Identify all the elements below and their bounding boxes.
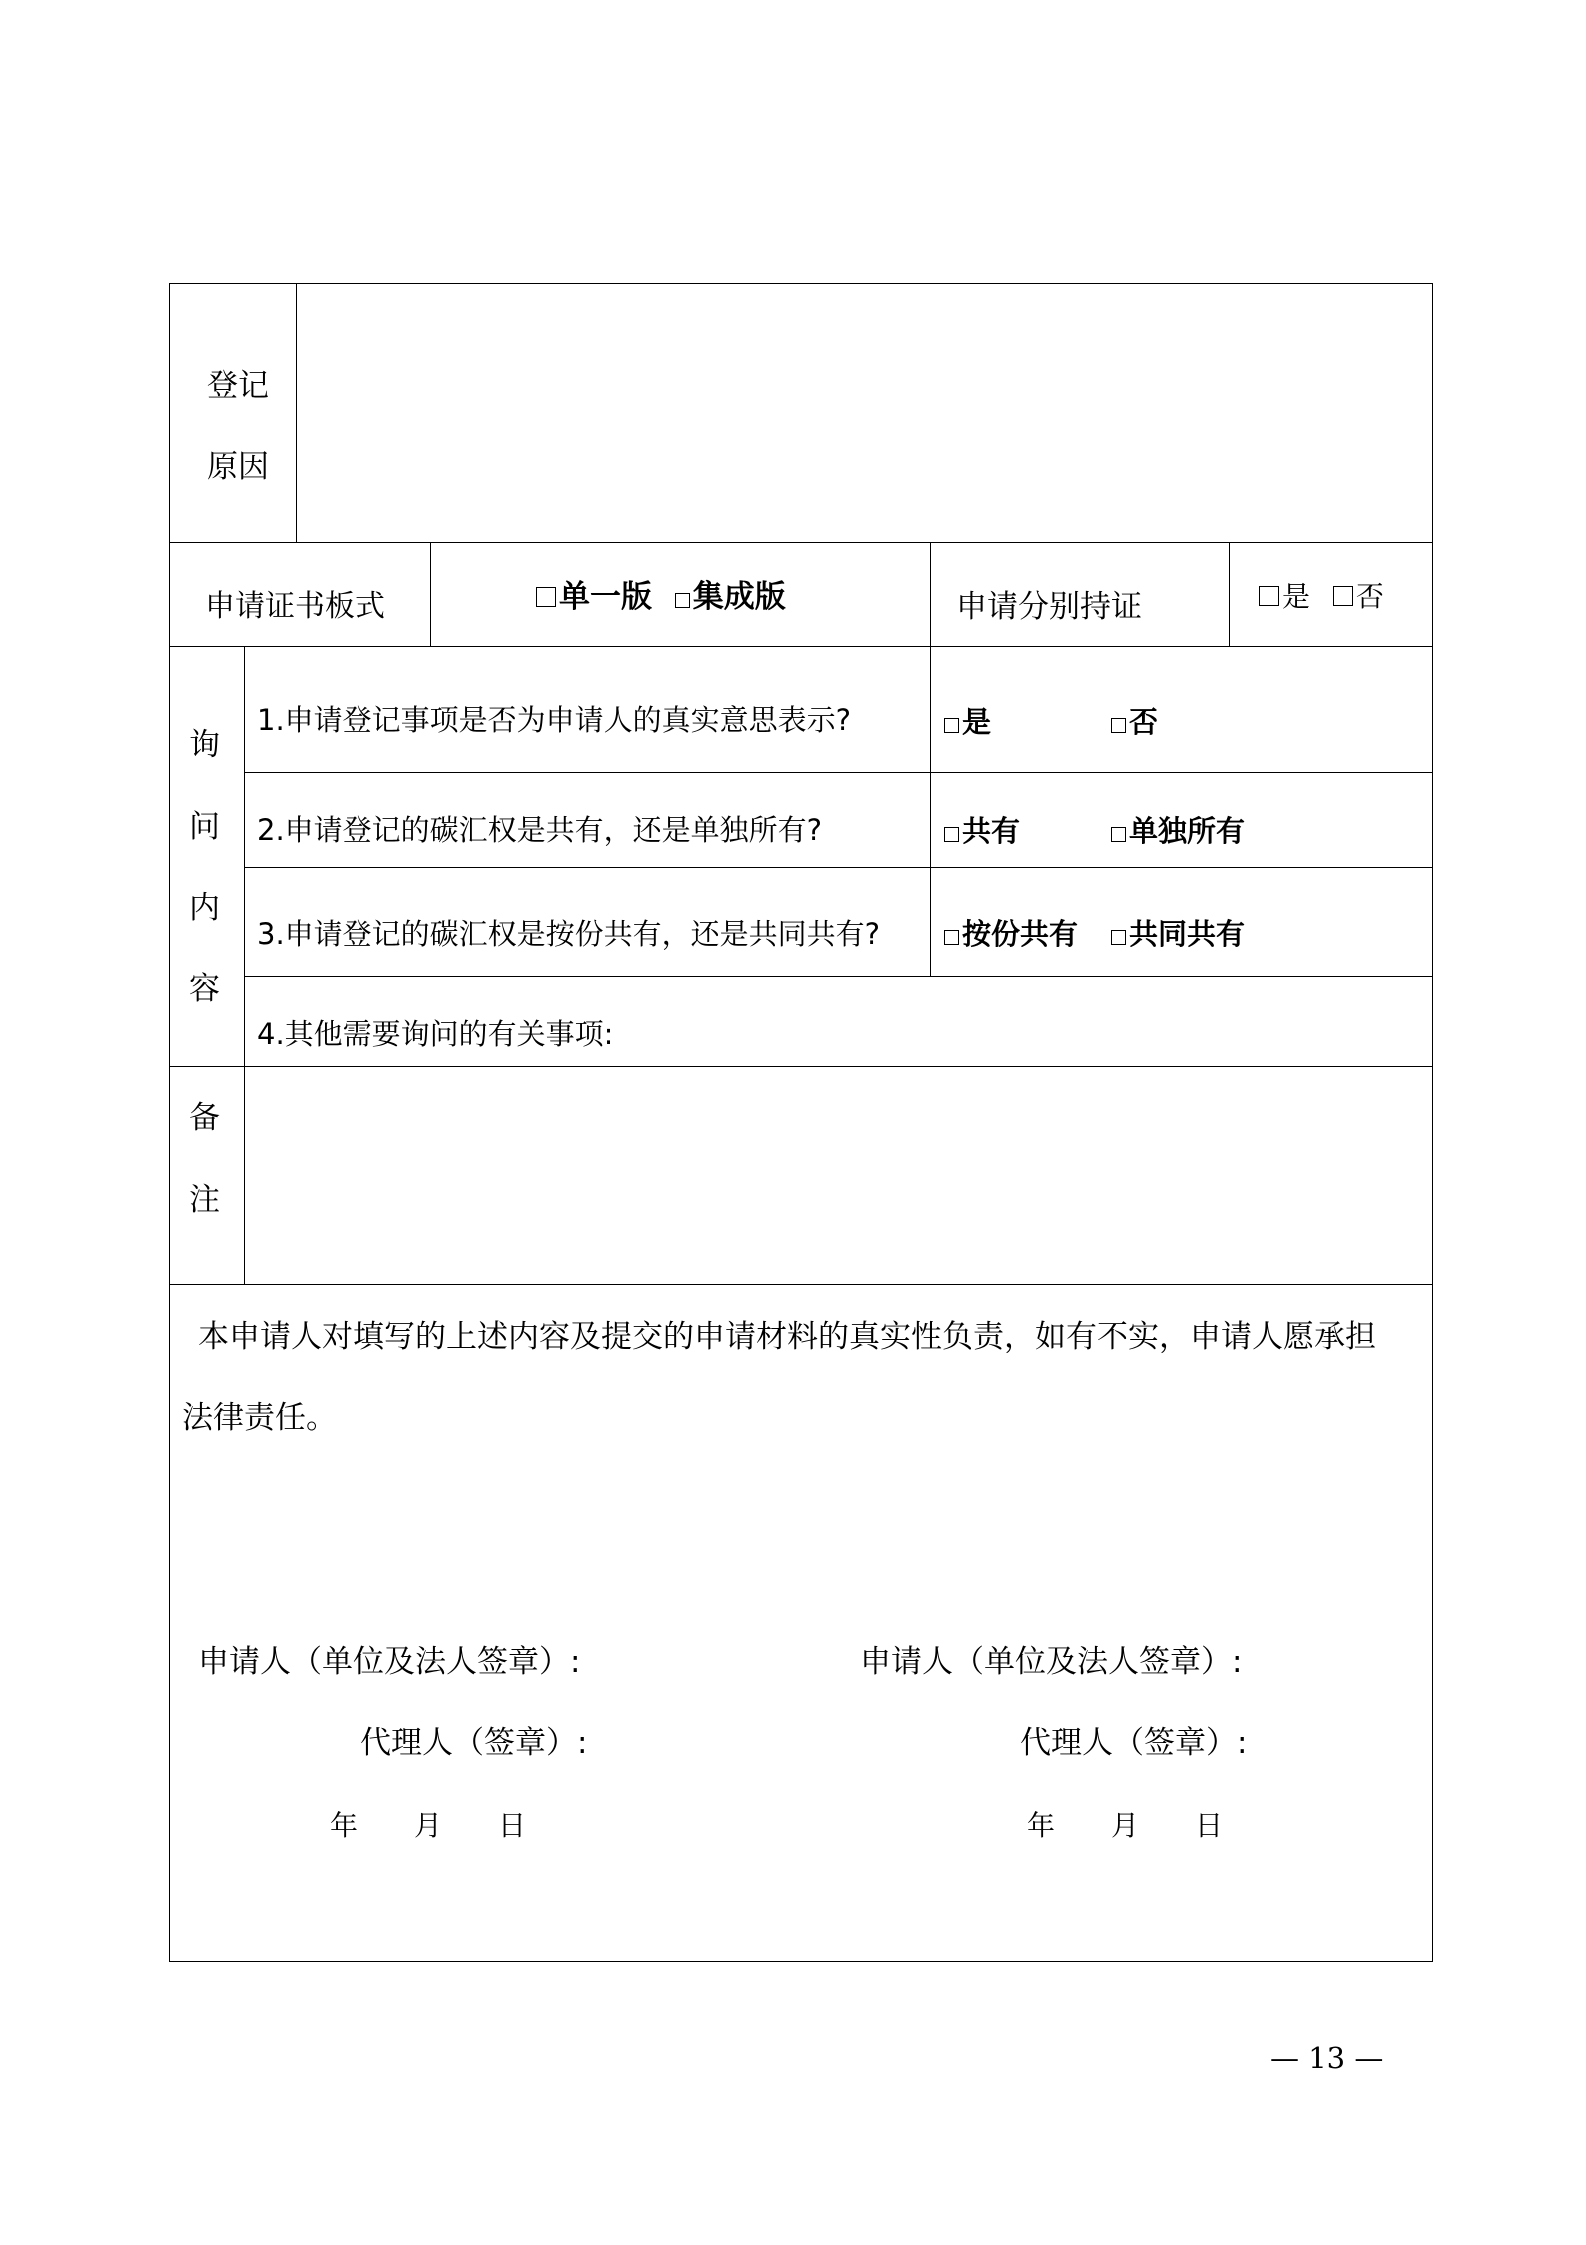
registration-reason-label-line1: 登记 [207, 368, 269, 404]
q3-option-common: 共同共有 [1129, 917, 1246, 951]
registration-reason-field[interactable] [306, 295, 1421, 530]
row-divider [169, 542, 1433, 543]
agent-signature-label: 代理人（签章）: [360, 1725, 588, 1761]
remarks-label-char: 备 [189, 1100, 220, 1136]
answer-option [1111, 916, 1245, 952]
inquiry-question-2: 2.申请登记的碳汇权是共有，还是单独所有? [257, 813, 823, 847]
page-number: — 13 — [1270, 2041, 1384, 2075]
certificate-format-options [536, 579, 786, 615]
inquiry-label-char: 容 [189, 971, 220, 1007]
row-divider [169, 1066, 1433, 1067]
answer-option [1111, 813, 1245, 849]
answer-option [1111, 704, 1158, 740]
column-divider [930, 542, 931, 976]
checkbox-q1-no[interactable] [1111, 718, 1126, 733]
declaration-text-line2: 法律责任。 [182, 1400, 337, 1436]
remarks-label-char: 注 [189, 1182, 220, 1218]
q1-option-no: 否 [1129, 705, 1159, 739]
inquiry-question-3: 3.申请登记的碳汇权是按份共有，还是共同共有? [257, 917, 881, 951]
checkbox-q3-common[interactable] [1111, 930, 1126, 945]
registration-reason-label-line2: 原因 [207, 449, 269, 485]
q3-option-share: 按份共有 [962, 917, 1079, 951]
signature-date: 年 月 日 [330, 1809, 527, 1842]
checkbox-single-version[interactable] [536, 587, 556, 607]
inquiry-question-4: 4.其他需要询问的有关事项: [257, 1017, 614, 1051]
row-divider [169, 1284, 1433, 1285]
checkbox-q1-yes[interactable] [944, 718, 959, 733]
row-divider [244, 772, 1433, 773]
checkbox-separate-no[interactable] [1333, 586, 1353, 606]
applicant-signature-label: 申请人（单位及法人签章）: [860, 1644, 1243, 1680]
signature-date: 年 月 日 [1027, 1809, 1224, 1842]
column-divider [1229, 542, 1230, 646]
option-separate-no: 否 [1355, 580, 1384, 613]
remarks-field[interactable] [256, 1078, 1421, 1272]
q2-option-joint: 共有 [962, 814, 1021, 848]
inquiry-label-char: 内 [189, 890, 220, 926]
separate-certificate-label: 申请分别持证 [956, 589, 1142, 625]
inquiry-question-1: 1.申请登记事项是否为申请人的真实意思表示? [257, 703, 852, 737]
answer-option [944, 916, 1078, 952]
option-single-version: 单一版 [559, 579, 652, 615]
column-divider [430, 542, 431, 646]
inquiry-label-char: 询 [189, 727, 220, 763]
column-divider [296, 283, 297, 542]
checkbox-separate-yes[interactable] [1259, 586, 1279, 606]
checkbox-q2-joint[interactable] [944, 827, 959, 842]
row-divider [244, 976, 1433, 977]
option-separate-yes: 是 [1282, 580, 1311, 613]
row-divider [244, 867, 1433, 868]
row-divider [169, 646, 1433, 647]
answer-option [944, 813, 1020, 849]
answer-option [944, 704, 991, 740]
q2-option-sole: 单独所有 [1129, 814, 1246, 848]
checkbox-q3-share[interactable] [944, 930, 959, 945]
checkbox-q2-sole[interactable] [1111, 827, 1126, 842]
applicant-signature-label: 申请人（单位及法人签章）: [198, 1644, 581, 1680]
column-divider [244, 646, 245, 1284]
option-integrated-version: 集成版 [692, 579, 786, 615]
separate-certificate-options [1259, 579, 1384, 615]
q1-option-yes: 是 [962, 705, 992, 739]
agent-signature-label: 代理人（签章）: [1020, 1725, 1248, 1761]
checkbox-integrated-version[interactable] [675, 593, 690, 608]
inquiry-label-char: 问 [189, 809, 220, 845]
declaration-text-line1: 本申请人对填写的上述内容及提交的申请材料的真实性负责，如有不实，申请人愿承担 [198, 1319, 1376, 1355]
certificate-format-label: 申请证书板式 [205, 589, 385, 624]
